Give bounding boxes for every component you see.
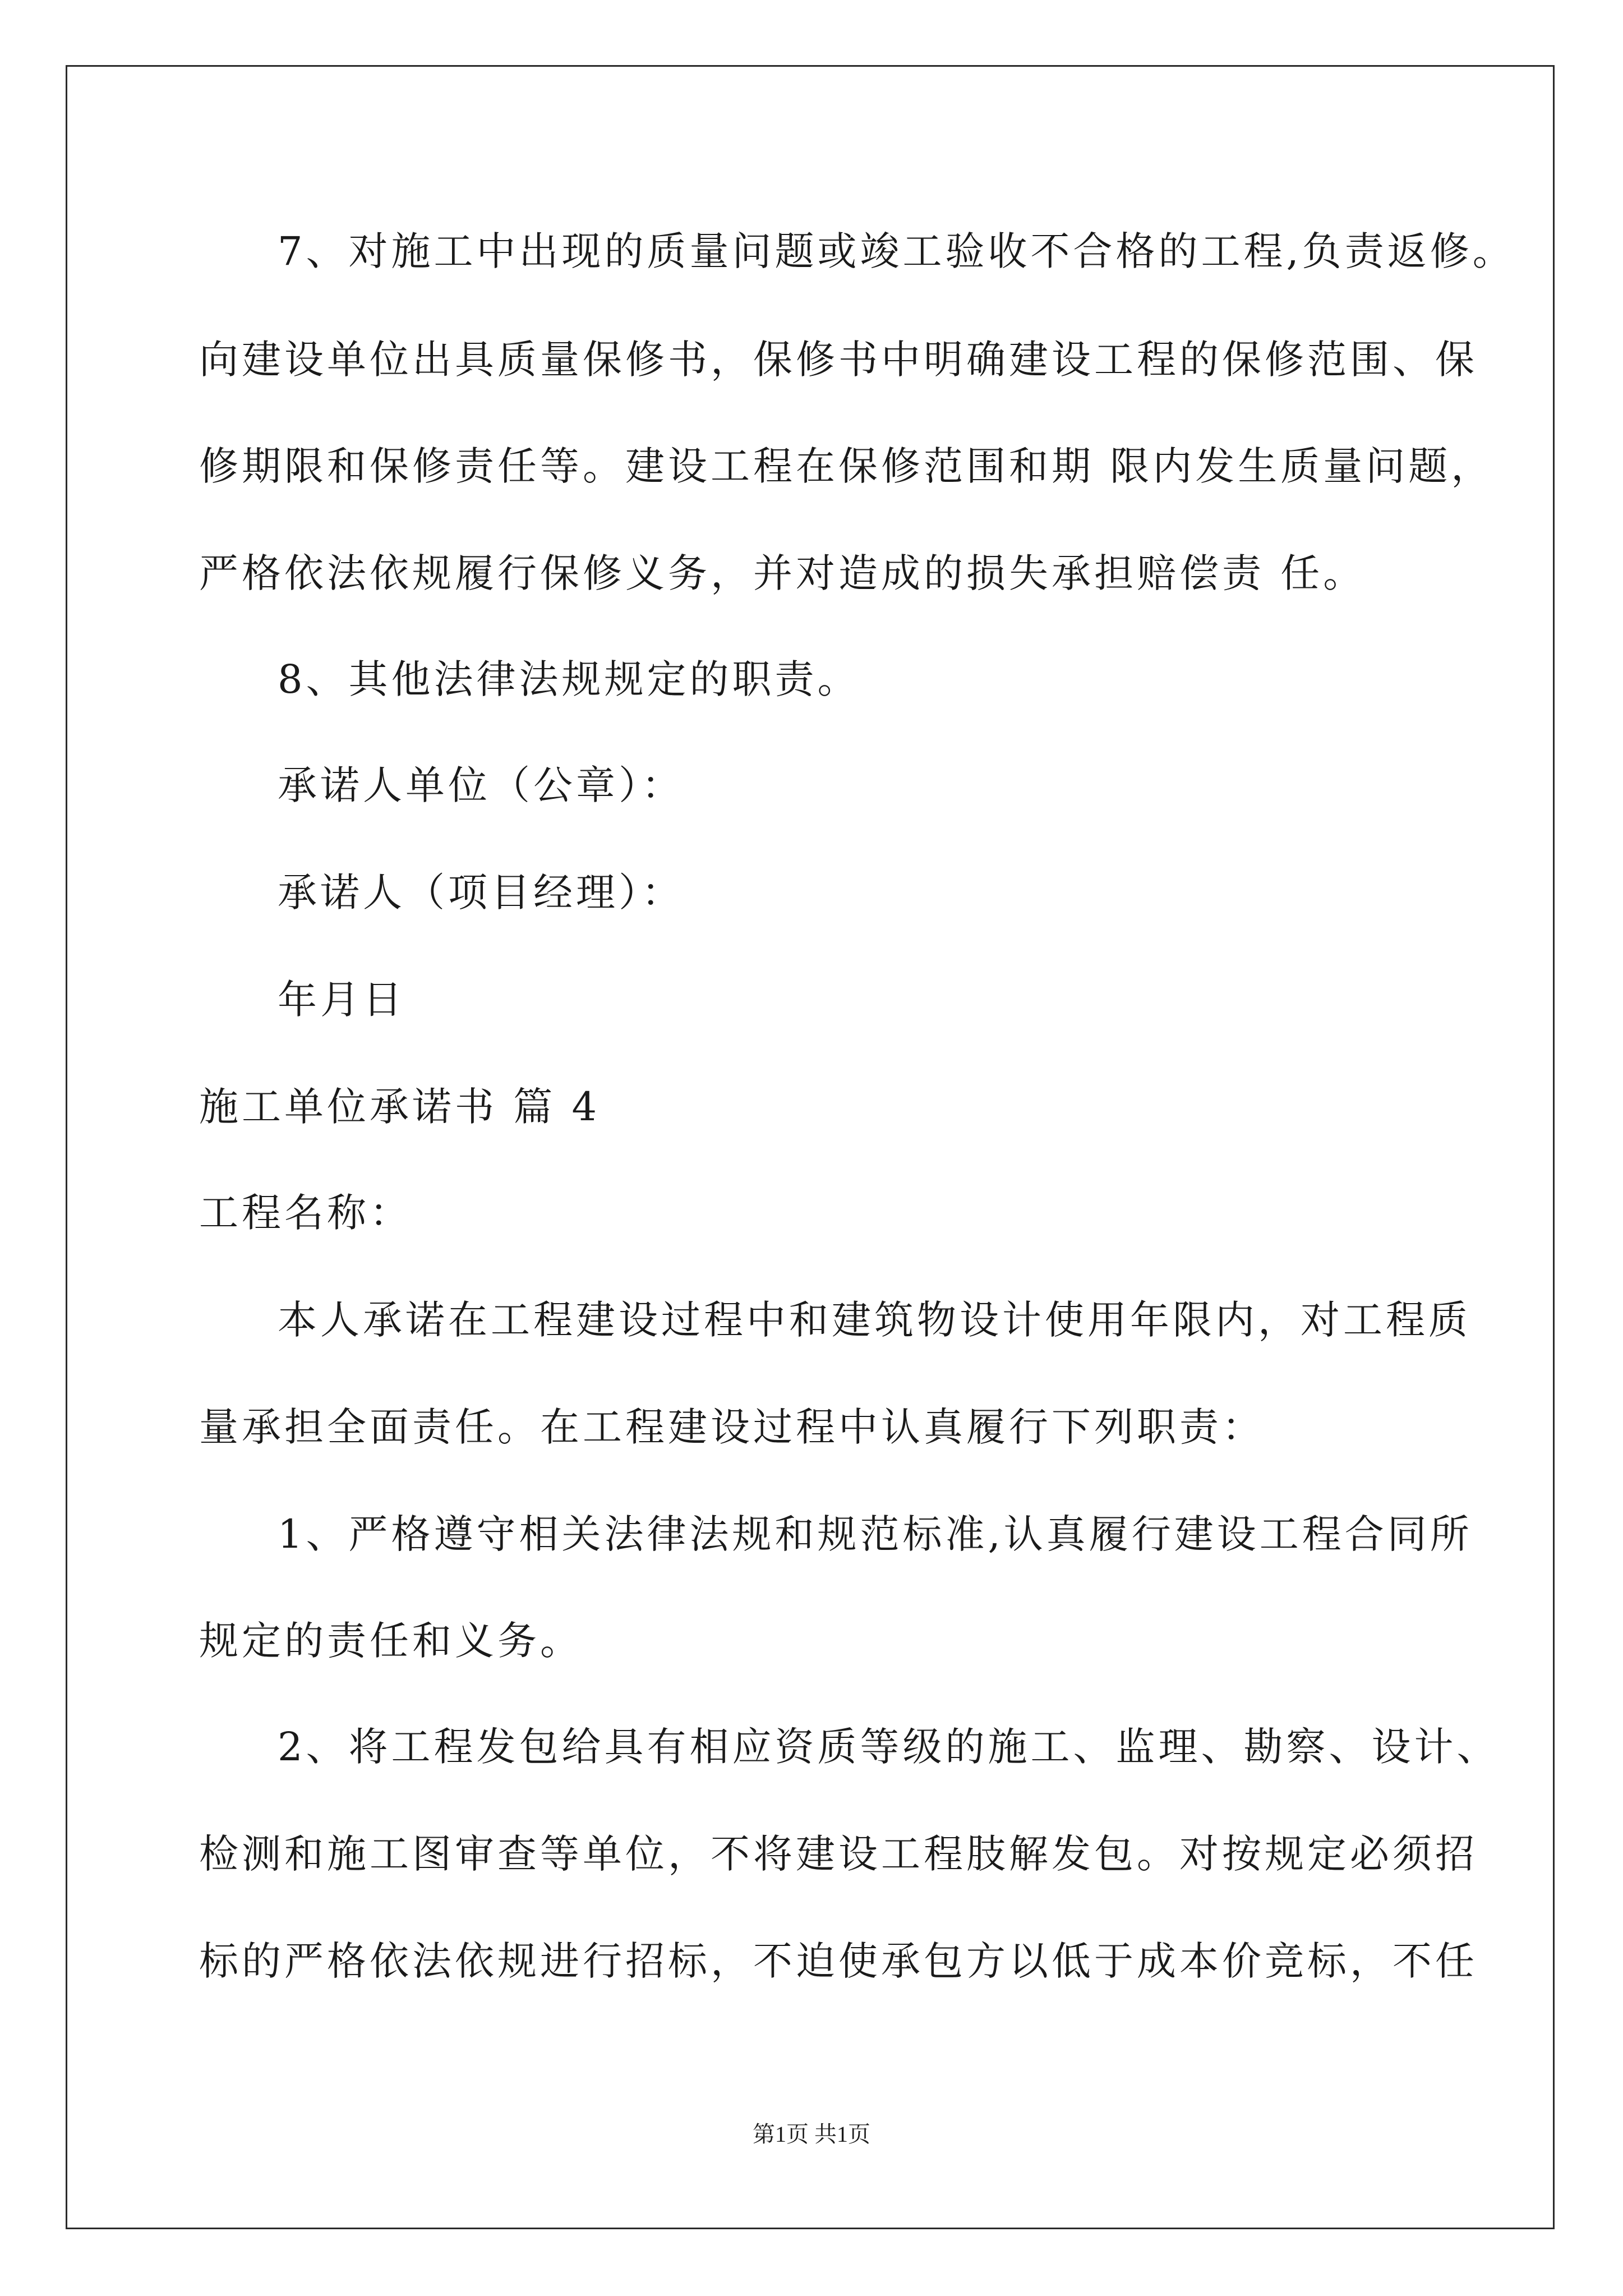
paragraph-line-14: 规定的责任和义务。 <box>199 1618 583 1664</box>
date-label: 年月日 <box>278 977 405 1023</box>
paragraph-line-13: 1、严格遵守相关法律法规和规范标准,认真履行建设工程合同所 <box>278 1511 1473 1557</box>
paragraph-line-4: 严格依法依规履行保修义务，并对造成的损失承担赔偿责 任。 <box>199 550 1366 596</box>
signature-unit-label: 承诺人单位（公章）： <box>278 762 684 808</box>
paragraph-line-11: 本人承诺在工程建设过程中和建筑物设计使用年限内，对工程质 <box>278 1297 1471 1343</box>
paragraph-line-2: 向建设单位出具质量保修书，保修书中明确建设工程的保修范围、保 <box>199 337 1478 383</box>
paragraph-line-3: 修期限和保修责任等。建设工程在保修范围和期 限内发生质量问题， <box>199 443 1494 489</box>
paragraph-line-16: 检测和施工图审查等单位，不将建设工程肢解发包。对按规定必须招 <box>199 1831 1478 1877</box>
paragraph-line-12: 量承担全面责任。在工程建设过程中认真履行下列职责： <box>199 1404 1265 1450</box>
project-name-label: 工程名称： <box>199 1190 412 1236</box>
page-footer: 第1页 共1页 <box>753 2122 870 2147</box>
paragraph-line-1: 7、对施工中出现的质量问题或竣工验收不合格的工程,负责返修。 <box>278 228 1515 274</box>
paragraph-line-15: 2、将工程发包给具有相应资质等级的施工、监理、勘察、设计、 <box>278 1724 1500 1770</box>
page-border <box>66 65 1555 2229</box>
paragraph-line-5: 8、其他法律法规规定的职责。 <box>278 656 860 702</box>
signature-person-label: 承诺人（项目经理）： <box>278 869 684 915</box>
paragraph-line-17: 标的严格依法依规进行招标，不迫使承包方以低于成本价竞标，不任 <box>199 1938 1478 1984</box>
section-heading: 施工单位承诺书 篇 4 <box>199 1084 601 1130</box>
